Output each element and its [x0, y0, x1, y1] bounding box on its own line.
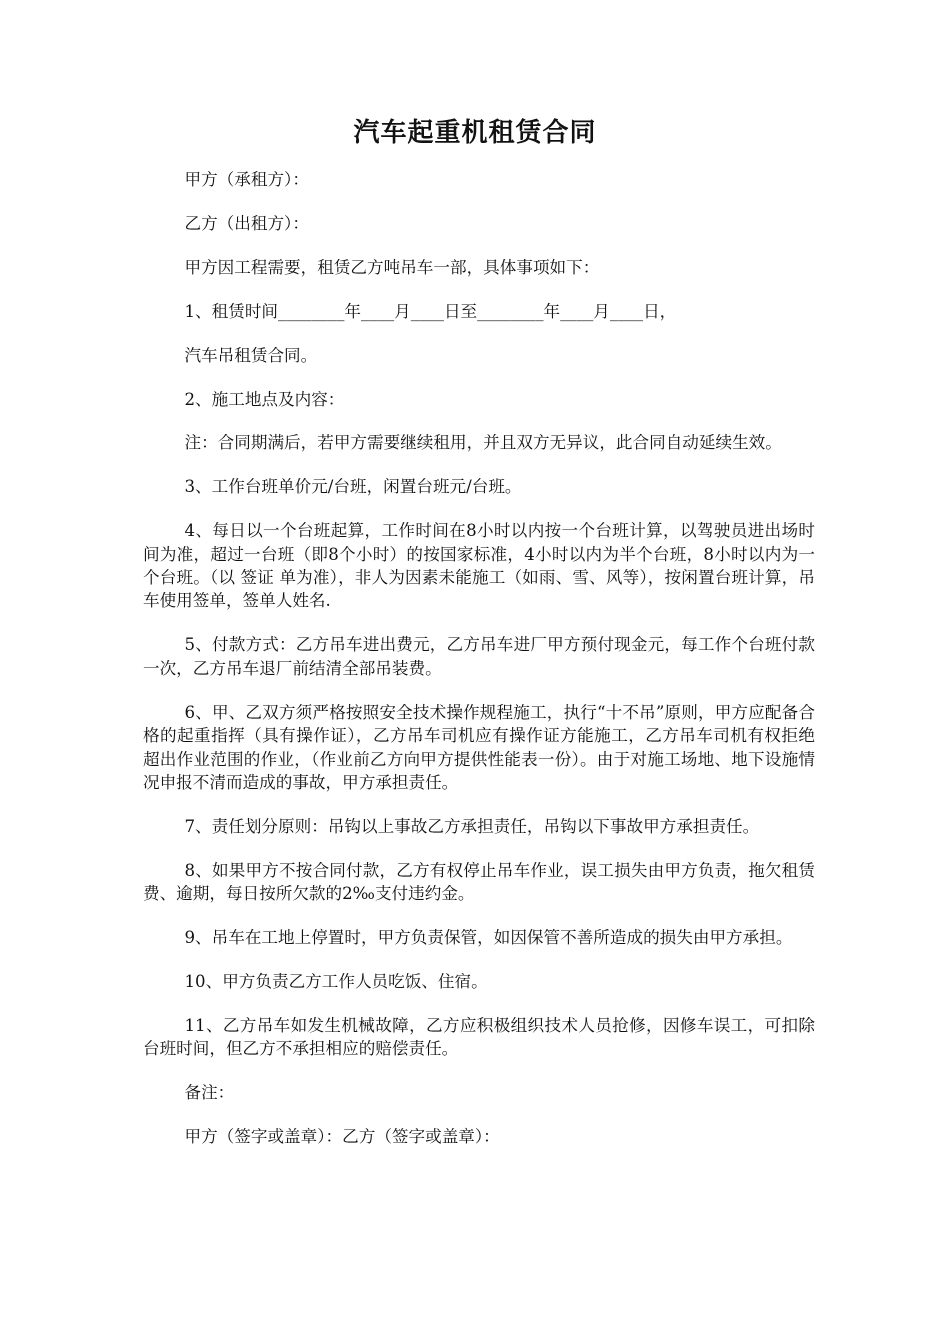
clause-6-safety: 6、甲、乙双方须严格按照安全技术操作规程施工，执行“十不吊”原则，甲方应配备合格的起重指挥（具有操作证），乙方吊车司机应有操作证方能施工，乙方吊车司机有权拒绝超出作业范围的作业，（作业前乙方向甲方提供性能表一份）。由于对施工场地、地下设施情况申报不清而造成的事故，甲方承担责任。: [143, 702, 815, 792]
document-title: 汽车起重机租赁合同: [353, 118, 597, 148]
clause-1-rental-period: 1、租赁时间________年____月____日至________年____月____日，: [184, 301, 677, 321]
contract-name-line: 汽车吊租赁合同。: [184, 345, 318, 365]
intro-paragraph: 甲方因工程需要，租赁乙方吨吊车一部，具体事项如下：: [184, 257, 600, 277]
document-body: [143, 168, 815, 1169]
clause-3-price: 3、工作台班单价元/台班，闲置台班元/台班。: [184, 477, 522, 497]
signature-line: 甲方（签字或盖章）：乙方（签字或盖章）：: [184, 1127, 500, 1147]
remarks-line: 备注：: [184, 1083, 235, 1103]
party-a-line: 甲方（承租方）：: [184, 170, 309, 189]
party-b-line: 乙方（出租方）：: [184, 213, 309, 233]
note-renewal: 注：合同期满后，若甲方需要继续租用，并且双方无异议，此合同自动延续生效。: [184, 433, 782, 453]
clause-11-breakdown: 11、乙方吊车如发生机械故障，乙方应积极组织技术人员抢修，因修车误工，可扣除台班时间，但乙方不承担相应的赔偿责任。: [143, 1015, 815, 1059]
clause-4-shift: 4、每日以一个台班起算，工作时间在8小时以内按一个台班计算，以驾驶员进出场时间为准，超过一台班（即8个小时）的按国家标准，4小时以内为半个台班，8小时以内为一个台班。（以 签证 单为准），非人为因素未能施工（如雨、雪、风等），按闲置台班计算，吊车使用签单，签单人姓名.: [143, 521, 815, 611]
clause-7-liability: 7、责任划分原则：吊钩以上事故乙方承担责任，吊钩以下事故甲方承担责任。: [184, 816, 760, 836]
clause-8-default: 8、如果甲方不按合同付款，乙方有权停止吊车作业，误工损失由甲方负责，拖欠租赁费、逾期，每日按所欠款的2‰支付违约金。: [143, 860, 815, 904]
clause-2-site: 2、施工地点及内容：: [184, 389, 345, 409]
clause-5-payment: 5、付款方式：乙方吊车进出费元，乙方吊车进厂甲方预付现金元，每工作个台班付款一次，乙方吊车退厂前结清全部吊装费。: [143, 635, 815, 678]
clause-10-lodging: 10、甲方负责乙方工作人员吃饭、住宿。: [184, 971, 488, 991]
clause-9-custody: 9、吊车在工地上停置时，甲方负责保管，如因保管不善所造成的损失由甲方承担。: [184, 928, 793, 948]
